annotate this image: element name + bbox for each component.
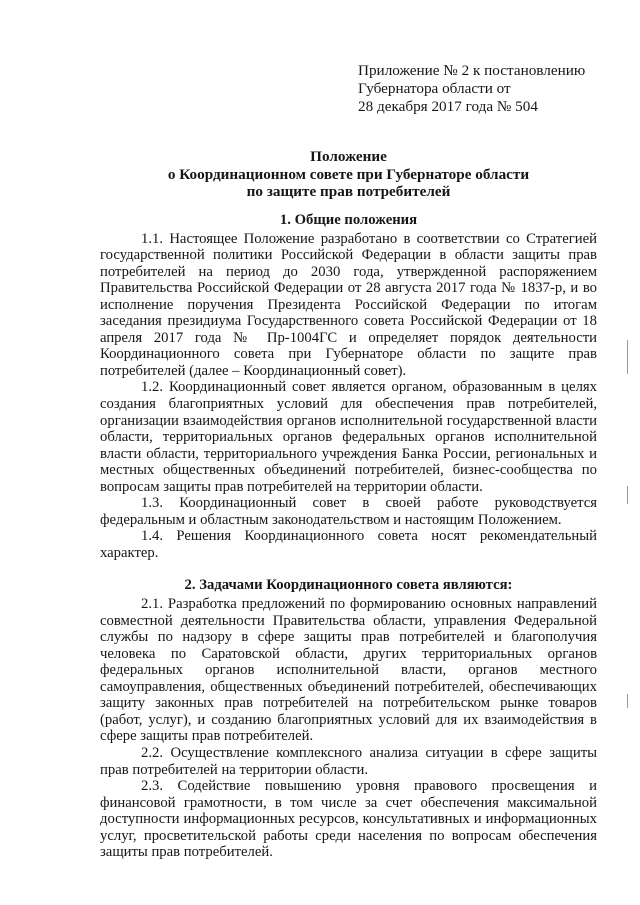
- paragraph-2-3: 2.3. Содействие повышению уровня правового просвещения и финансовой грамотности, в том числе за счет обеспечения максимальной доступности информационных ресурсов, консультативных и информационных услуг, просветительской работы среди населения по вопросам обеспечения защиты прав потребителей.: [100, 778, 597, 861]
- scan-mark: [627, 340, 628, 374]
- paragraph-1-4: 1.4. Решения Координационного совета носят рекомендательный характер.: [100, 528, 597, 561]
- appendix-line-2: Губернатора области от: [358, 79, 511, 97]
- title-line-3: по защите прав потребителей: [246, 183, 451, 201]
- section-1-heading: 1. Общие положения: [279, 212, 418, 228]
- appendix-note: [358, 62, 618, 115]
- scan-mark: [627, 694, 628, 708]
- paragraph-1-3: 1.3. Координационный совет в своей работе руководствуется федеральным и областным законодательством и настоящим Положением.: [100, 495, 597, 528]
- appendix-line-1: Приложение № 2 к постановлению: [358, 62, 586, 79]
- title-line-2: о Координационном совете при Губернаторе области: [167, 165, 530, 183]
- document-title: [100, 148, 597, 201]
- section-2-heading: 2. Задачами Координационного совета являются:: [184, 577, 513, 594]
- paragraph-2-1: 2.1. Разработка предложений по формированию основных направлений совместной деятельности Правительства области, управления Федеральной службы по надзору в сфере защиты прав потребителей и благополучия человека по Саратовской области, других территориальных органов федеральных органов исполнительной власти, органов местного самоуправления, общественных объединений потребителей, обеспечивающих защиту законных прав потребителей на потребительском рынке товаров (работ, услуг), и созданию благоприятных условий для их взаимодействия в сфере защиты прав потребителей.: [100, 596, 597, 745]
- appendix-line-3: 28 декабря 2017 года № 504: [358, 97, 538, 115]
- document-body: [100, 212, 597, 861]
- paragraph-1-2: 1.2. Координационный совет является органом, образованным в целях создания благоприятных условий для обеспечения прав потребителей, организации взаимодействия органов исполнительной государственной власти области, территориальных органов федеральных органов исполнительной власти области, территориального учреждения Банка России, региональных и местных общественных объединений потребителей, бизнес-сообщества по вопросам защиты прав потребителей на территории области.: [100, 379, 597, 495]
- paragraph-2-2: 2.2. Осуществление комплексного анализа ситуации в сфере защиты прав потребителей на территории области.: [100, 744, 597, 778]
- title-line-1: Положение: [310, 148, 387, 165]
- paragraph-1-1: 1.1. Настоящее Положение разработано в соответствии со Стратегией государственной политики Российской Федерации в области защиты прав потребителей на период до 2030 года, утвержденной распоряжением Правительства Российской Федерации от 28 августа 2017 года № 1837-р, и во исполнение поручения Президента Российской Федерации по итогам заседания президиума Государственного совета Российской Федерации от 18 апреля 2017 года № Пр-1004ГС и определяет порядок деятельности Координационного совета при Губернаторе области по защите прав потребителей (далее – Координационный совет).: [100, 230, 597, 379]
- scan-mark: [627, 486, 628, 504]
